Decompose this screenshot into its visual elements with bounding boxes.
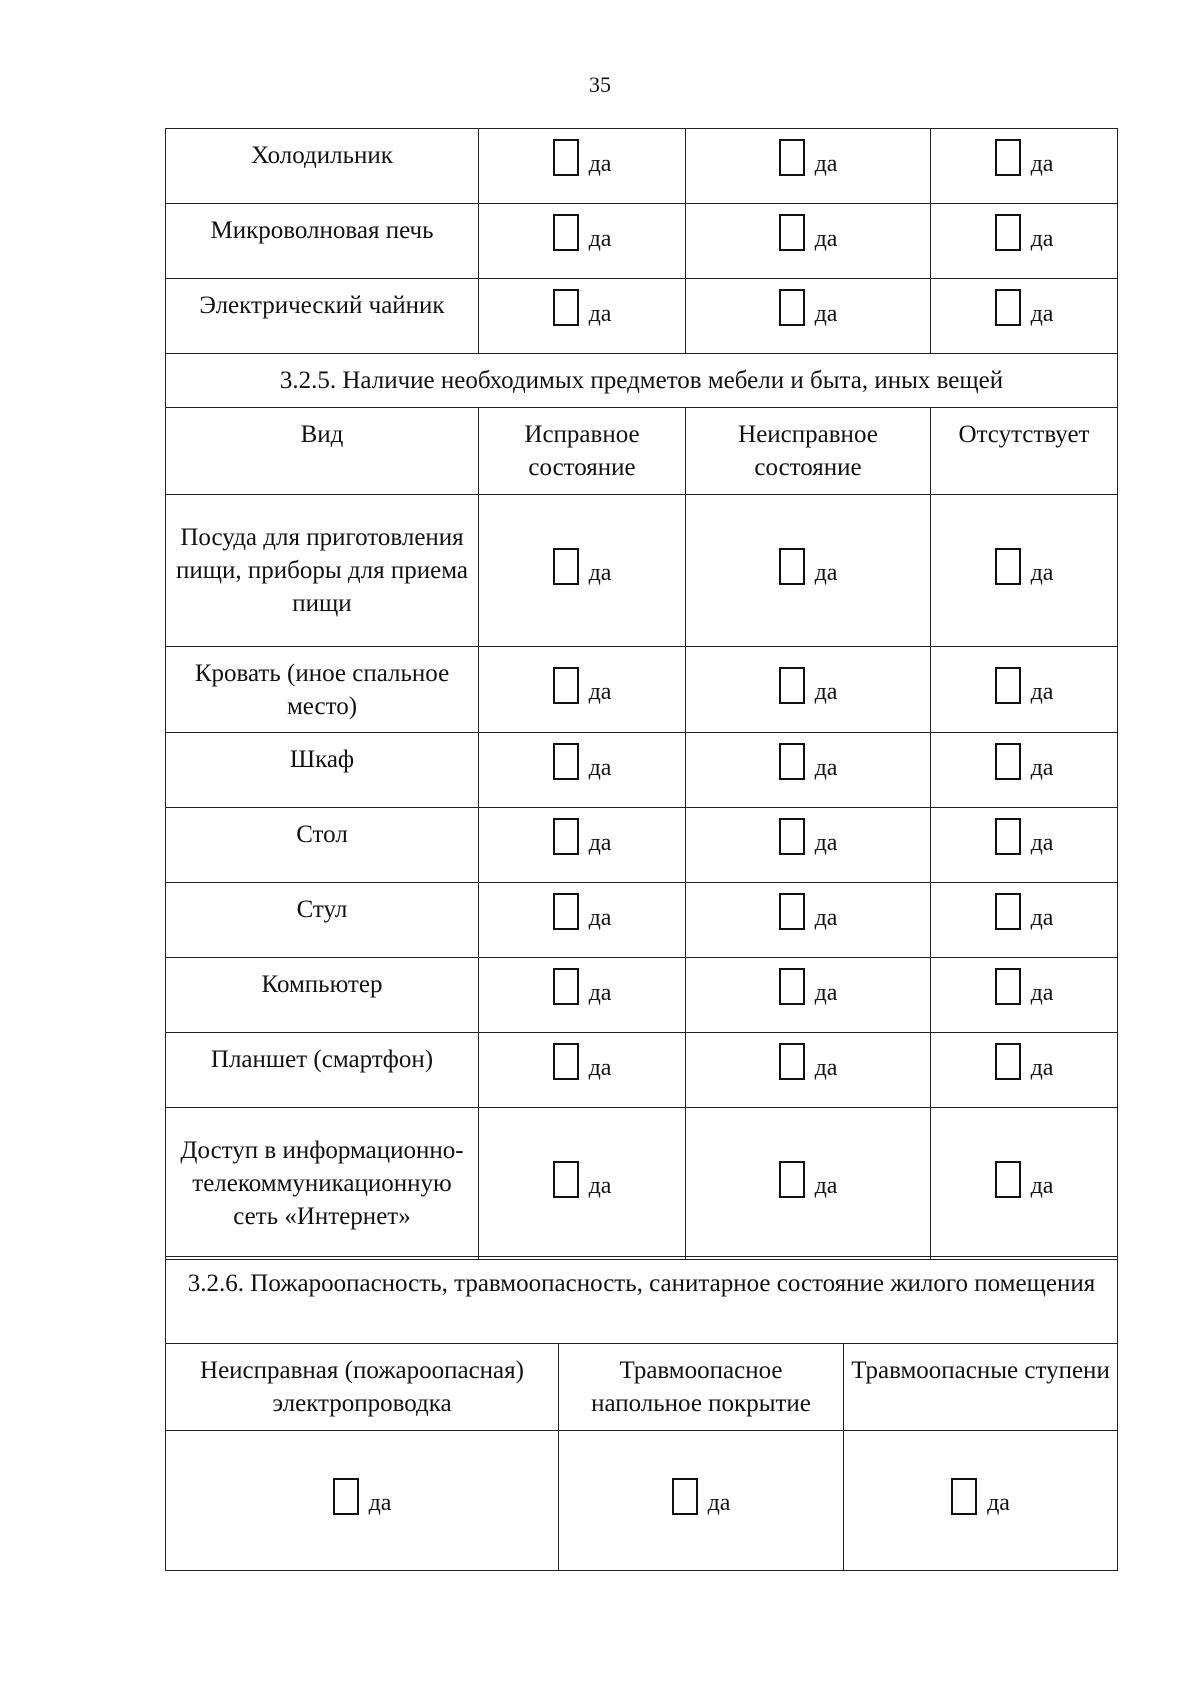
table-row: [166, 495, 1118, 647]
checkbox-box[interactable]: [995, 214, 1021, 251]
checkbox-box[interactable]: [995, 289, 1021, 326]
section-title: 3.2.6. Пожароопасность, травмоопасность, санитарное состояние жилого помещения: [166, 1257, 1118, 1344]
checkbox-working[interactable]: да: [553, 968, 612, 1005]
checkbox-box[interactable]: [553, 893, 579, 930]
header-broken: Неисправное состояние: [686, 408, 931, 495]
checkbox-box[interactable]: [995, 818, 1021, 855]
table-row: [166, 1431, 1118, 1571]
checkbox-box[interactable]: [995, 548, 1021, 585]
checkbox-box[interactable]: [553, 548, 579, 585]
section-title-row: [166, 1257, 1118, 1344]
checkbox-box[interactable]: [779, 548, 805, 585]
checkbox-broken[interactable]: да: [779, 139, 838, 176]
checkbox-broken[interactable]: да: [779, 214, 838, 251]
row-label: Шкаф: [166, 733, 479, 808]
row-label: Холодильник: [166, 129, 479, 204]
row-label: Электрический чайник: [166, 279, 479, 354]
checkbox-box[interactable]: [553, 289, 579, 326]
checkbox-box[interactable]: [995, 667, 1021, 704]
checkbox-box[interactable]: [553, 1043, 579, 1080]
row-label: Стул: [166, 883, 479, 958]
checkbox-wiring[interactable]: да: [333, 1478, 392, 1515]
checkbox-absent[interactable]: да: [995, 667, 1054, 704]
checkbox-absent[interactable]: да: [995, 289, 1054, 326]
section-title-row: [166, 354, 1118, 408]
checkbox-working[interactable]: да: [553, 139, 612, 176]
checkbox-box[interactable]: [995, 139, 1021, 176]
checkbox-box[interactable]: [333, 1478, 359, 1515]
checkbox-box[interactable]: [779, 743, 805, 780]
checkbox-working[interactable]: да: [553, 214, 612, 251]
table-row: [166, 958, 1118, 1033]
checkbox-floor[interactable]: да: [672, 1478, 731, 1515]
checkbox-box[interactable]: [553, 214, 579, 251]
checkbox-box[interactable]: [995, 1161, 1021, 1198]
checkbox-absent[interactable]: да: [995, 743, 1054, 780]
header-floor: Травмоопасное напольное покрытие: [559, 1344, 844, 1431]
checkbox-broken[interactable]: да: [779, 743, 838, 780]
checkbox-box[interactable]: [951, 1478, 977, 1515]
checkbox-working[interactable]: да: [553, 548, 612, 585]
checkbox-broken[interactable]: да: [779, 667, 838, 704]
checkbox-box[interactable]: [779, 1043, 805, 1080]
checkbox-box[interactable]: [672, 1478, 698, 1515]
row-label: Компьютер: [166, 958, 479, 1033]
table-row: [166, 733, 1118, 808]
checkbox-box[interactable]: [779, 289, 805, 326]
checkbox-working[interactable]: да: [553, 289, 612, 326]
checkbox-broken[interactable]: да: [779, 893, 838, 930]
row-label: Стол: [166, 808, 479, 883]
checkbox-box[interactable]: [779, 1161, 805, 1198]
checkbox-box[interactable]: [995, 893, 1021, 930]
header-steps: Травмоопасные ступени: [844, 1344, 1118, 1431]
header-working: Исправное состояние: [479, 408, 686, 495]
header-absent: Отсутствует: [931, 408, 1118, 495]
checkbox-box[interactable]: [553, 139, 579, 176]
table-row: [166, 204, 1118, 279]
checkbox-broken[interactable]: да: [779, 818, 838, 855]
checkbox-working[interactable]: да: [553, 743, 612, 780]
checkbox-working[interactable]: да: [553, 667, 612, 704]
checkbox-working[interactable]: да: [553, 893, 612, 930]
checkbox-absent[interactable]: да: [995, 893, 1054, 930]
checkbox-absent[interactable]: да: [995, 139, 1054, 176]
table-row: [166, 1108, 1118, 1260]
row-label: Доступ в информационно-телекоммуникационную сеть «Интернет»: [166, 1108, 479, 1260]
table-row: [166, 883, 1118, 958]
table-row: [166, 129, 1118, 204]
checkbox-box[interactable]: [995, 743, 1021, 780]
row-label: Посуда для приготовления пищи, приборы для приема пищи: [166, 495, 479, 647]
row-label: Кровать (иное спальное место): [166, 647, 479, 733]
inventory-table: [165, 128, 1118, 1260]
table-row: [166, 647, 1118, 733]
checkbox-absent[interactable]: да: [995, 968, 1054, 1005]
checkbox-box[interactable]: [553, 968, 579, 1005]
checkbox-box[interactable]: [995, 968, 1021, 1005]
checkbox-absent[interactable]: да: [995, 214, 1054, 251]
hazard-table: [165, 1256, 1118, 1571]
checkbox-box[interactable]: [779, 139, 805, 176]
page-number: 35: [589, 72, 611, 97]
checkbox-box[interactable]: [553, 818, 579, 855]
checkbox-box[interactable]: [779, 818, 805, 855]
table-row: [166, 808, 1118, 883]
header-kind: Вид: [166, 408, 479, 495]
checkbox-box[interactable]: [995, 1043, 1021, 1080]
checkbox-box[interactable]: [779, 214, 805, 251]
header-row: [166, 408, 1118, 495]
checkbox-box[interactable]: [779, 667, 805, 704]
checkbox-absent[interactable]: да: [995, 1161, 1054, 1198]
checkbox-broken[interactable]: да: [779, 968, 838, 1005]
section-title: 3.2.5. Наличие необходимых предметов мебели и быта, иных вещей: [166, 354, 1118, 408]
checkbox-box[interactable]: [553, 743, 579, 780]
row-label: Микроволновая печь: [166, 204, 479, 279]
checkbox-box[interactable]: [779, 893, 805, 930]
checkbox-working[interactable]: да: [553, 818, 612, 855]
checkbox-broken[interactable]: да: [779, 1043, 838, 1080]
checkbox-absent[interactable]: да: [995, 818, 1054, 855]
table-row: [166, 279, 1118, 354]
checkbox-working[interactable]: да: [553, 1043, 612, 1080]
checkbox-absent[interactable]: да: [995, 1043, 1054, 1080]
checkbox-box[interactable]: [553, 1161, 579, 1198]
checkbox-absent[interactable]: да: [995, 548, 1054, 585]
table-row: [166, 1033, 1118, 1108]
checkbox-broken[interactable]: да: [779, 548, 838, 585]
checkbox-box[interactable]: [779, 968, 805, 1005]
checkbox-steps[interactable]: да: [951, 1478, 1010, 1515]
header-row: [166, 1344, 1118, 1431]
checkbox-broken[interactable]: да: [779, 289, 838, 326]
header-wiring: Неисправная (пожароопасная) электропроводка: [166, 1344, 559, 1431]
checkbox-working[interactable]: да: [553, 1161, 612, 1198]
row-label: Планшет (смартфон): [166, 1033, 479, 1108]
checkbox-box[interactable]: [553, 667, 579, 704]
checkbox-broken[interactable]: да: [779, 1161, 838, 1198]
